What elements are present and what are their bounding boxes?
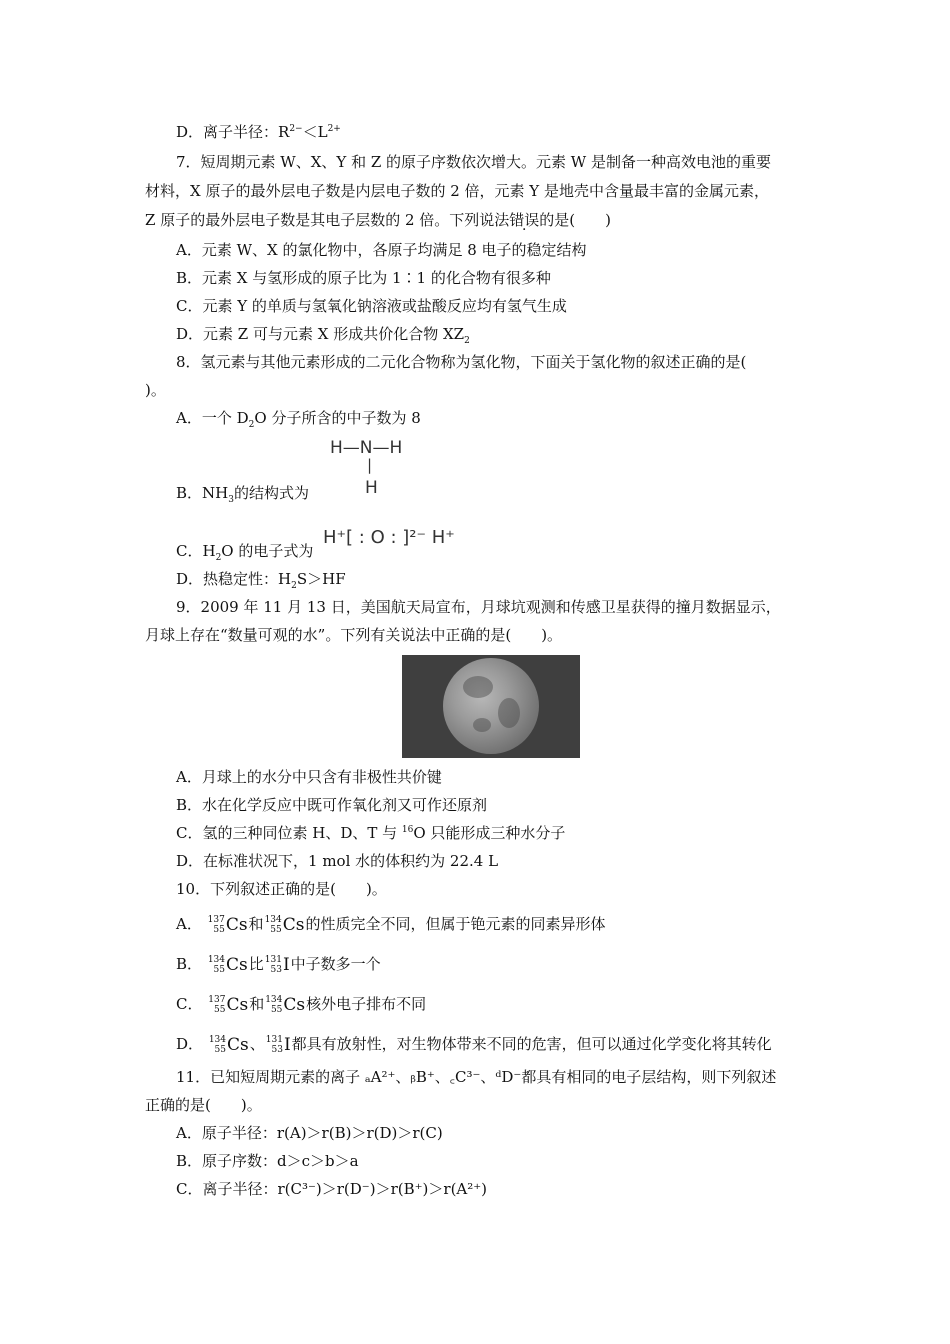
q8-b-sub: 3	[228, 495, 234, 505]
q11-stem-line1: 11．已知短周期元素的离子 ₐA²⁺、ᵦB⁺、꜀C³⁻、ᵈD⁻都具有相同的电子层结构，则下列叙述	[176, 1068, 777, 1086]
q8-option-c	[176, 541, 313, 561]
q6-option-d	[176, 122, 341, 142]
nuclide-cs134: 134 55 Cs	[207, 955, 248, 975]
nuclide-i131: 131 53 I	[265, 1035, 291, 1055]
q8-d-sub: 2	[291, 581, 297, 591]
q8-option-b	[176, 483, 309, 503]
q8-option-a	[176, 408, 421, 428]
q7-option-a: A．元素 W、X 的氯化物中，各原子均满足 8 电子的稳定结构	[176, 241, 587, 259]
q9-stem-line2: 月球上存在“数量可观的水”。下列有关说法中正确的是( )。	[145, 626, 563, 644]
q10-a-label: A．	[176, 915, 202, 933]
h2o-electron-formula: H⁺[ : O : ]²⁻ H⁺	[323, 527, 455, 548]
q8-stem-line2: )。	[145, 381, 166, 399]
q7-stem-line1: 7．短周期元素 W、X、Y 和 Z 的原子序数依次增大。元素 W 是制备一种高效电池的重要	[176, 153, 771, 171]
nh3-bond-vertical: |	[367, 456, 373, 474]
nuclide-i131: 131 53 I	[264, 955, 290, 975]
q10-option-b	[176, 950, 381, 979]
nuclide-cs137: 137 55 Cs	[208, 995, 249, 1015]
q8-d-pre: D．热稳定性：H	[176, 570, 292, 588]
q9-c-post: O 只能形成三种水分子	[413, 824, 566, 842]
q7-stem3a: Z 原子的最外层电子数是其电子层数的 2 倍。下列说法	[145, 211, 510, 229]
q10-b-mid: 比	[248, 955, 264, 973]
q8-d-post: S＞HF	[296, 570, 346, 588]
q8-c-post: O 的电子式为	[221, 542, 314, 560]
q11-stem-line2: 正确的是( )。	[145, 1096, 262, 1114]
q7-option-b: B．元素 X 与氢形成的原子比为 1∶1 的化合物有很多种	[176, 269, 551, 287]
q7-stem-line2: 材料，X 原子的最外层电子数是内层电子数的 2 倍，元素 Y 是地壳中含量最丰富的金属元素，	[145, 182, 769, 200]
nuclide-cs134: 134 55 Cs	[265, 995, 306, 1015]
q9-c-sup: 16	[401, 825, 414, 835]
moon-photo	[402, 655, 580, 758]
q10-option-a	[176, 910, 606, 939]
q6-d-mid: ＜L	[302, 123, 328, 141]
q8-c-pre: C．H	[176, 542, 216, 560]
q10-c-and: 和	[249, 995, 265, 1013]
q10-c-label: C．	[176, 995, 203, 1013]
q7-d-sub: 2	[464, 336, 470, 346]
q8-a-pre: A．一个 D	[176, 409, 249, 427]
q10-d-post: 都具有放射性，对生物体带来不同的危害，但可以通过化学变化将其转化	[291, 1035, 772, 1053]
q6-d-sup1: 2−	[289, 124, 303, 134]
q10-b-label: B．	[176, 955, 203, 973]
q10-option-c	[176, 990, 426, 1019]
q6-d-text: D．离子半径：R	[176, 123, 290, 141]
q10-a-post: 的性质完全不同，但属于铯元素的同素异形体	[305, 915, 606, 933]
q7-emphasis-wrong: 错误	[509, 211, 540, 229]
q10-b-post: 中子数多一个	[290, 955, 381, 973]
q8-b-pre: B．NH	[176, 484, 229, 502]
q7-option-d	[176, 324, 470, 344]
q8-a-post: O 分子所含的中子数为 8	[254, 409, 421, 427]
nuclide-cs134: 134 55 Cs	[264, 915, 305, 935]
moon-disc	[443, 658, 539, 754]
q8-option-d	[176, 569, 346, 589]
nuclide-cs134: 134 55 Cs	[208, 1035, 249, 1055]
q9-option-d: D．在标准状况下，1 mol 水的体积约为 22.4 L	[176, 852, 499, 870]
q10-option-d	[176, 1030, 772, 1059]
q9-c-pre: C．氢的三种同位素 H、D、T 与	[176, 824, 402, 842]
q8-b-post: 的结构式为	[233, 484, 309, 502]
q7-stem3c: 的是( )	[539, 211, 612, 229]
q7-stem-line3	[145, 210, 611, 230]
q10-stem: 10．下列叙述正确的是( )。	[176, 880, 387, 898]
q8-a-sub: 2	[248, 420, 255, 430]
q9-option-a: A．月球上的水分中只含有非极性共价键	[176, 768, 442, 786]
q10-d-mid: 、	[249, 1035, 265, 1053]
q9-option-b: B．水在化学反应中既可作氧化剂又可作还原剂	[176, 796, 488, 814]
q11-option-b: B．原子序数：d＞c＞b＞a	[176, 1152, 359, 1170]
q9-stem-line1: 9．2009 年 11 月 13 日，美国航天局宣布，月球坑观测和传感卫星获得的撞月数据显示，	[176, 598, 781, 616]
q10-d-label: D．	[176, 1035, 204, 1053]
q6-d-sup2: 2+	[327, 124, 341, 134]
q9-option-c	[176, 823, 565, 843]
nuclide-cs137: 137 55 Cs	[207, 915, 248, 935]
q11-option-a: A．原子半径：r(A)＞r(B)＞r(D)＞r(C)	[176, 1124, 443, 1142]
q7-option-c: C．元素 Y 的单质与氢氧化钠溶液或盐酸反应均有氢气生成	[176, 297, 567, 315]
q8-c-sub: 2	[215, 553, 222, 563]
q11-option-c: C．离子半径：r(C³⁻)＞r(D⁻)＞r(B⁺)＞r(A²⁺)	[176, 1180, 488, 1198]
q10-a-and: 和	[248, 915, 264, 933]
q10-c-post: 核外电子排布不同	[306, 995, 427, 1013]
q8-stem-line1: 8．氢元素与其他元素形成的二元化合物称为氢化物，下面关于氢化物的叙述正确的是(	[176, 353, 747, 371]
q7-d-text: D．元素 Z 可与元素 X 形成共价化合物 XZ	[176, 325, 465, 343]
nh3-bottom-h: H	[365, 478, 378, 498]
nh3-structural-formula-top: H—N—H	[330, 438, 403, 458]
